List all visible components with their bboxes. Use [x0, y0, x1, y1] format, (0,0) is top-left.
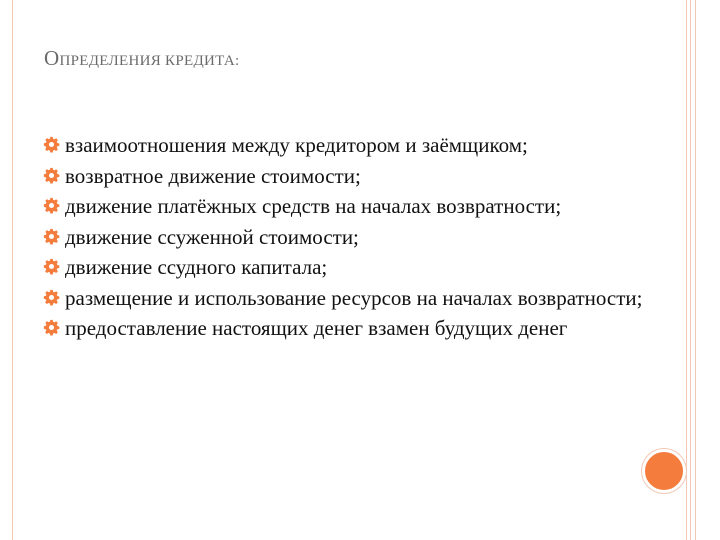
title-initial: О	[44, 46, 60, 70]
title-rest: ПРЕДЕЛЕНИЯ КРЕДИТА	[59, 53, 235, 69]
list-item	[43, 253, 643, 281]
gear-icon	[43, 167, 60, 184]
decorative-circle	[642, 449, 686, 493]
bullet-text: движение платёжных средств на началах возвратности;	[65, 194, 562, 218]
bullet-text: движение ссуженной стоимости;	[65, 224, 359, 249]
bullet-text: движение ссудного капитала;	[65, 255, 328, 279]
bullet-text: размещение и использование ресурсов на началах возвратности;	[65, 285, 643, 310]
gear-icon	[43, 289, 60, 306]
gear-icon	[43, 197, 60, 214]
bullet-text: предоставление настоящих денег взамен будущих денег	[65, 316, 568, 340]
list-item	[43, 314, 643, 342]
gear-icon	[43, 228, 60, 245]
bullet-text: взаимоотношения между кредитором и заёмщиком;	[65, 133, 528, 157]
list-item	[43, 223, 643, 251]
right-decorative-bar	[690, 0, 696, 540]
slide-title	[44, 46, 239, 71]
gear-icon	[43, 258, 60, 275]
bullet-list	[43, 131, 643, 345]
bullet-text: возвратное движение стоимости;	[65, 163, 361, 188]
list-item	[43, 192, 643, 220]
gear-icon	[43, 136, 60, 153]
list-item	[43, 162, 643, 190]
title-colon: :	[234, 53, 240, 69]
list-item	[43, 131, 643, 159]
gear-icon	[43, 319, 60, 336]
list-item	[43, 284, 643, 312]
